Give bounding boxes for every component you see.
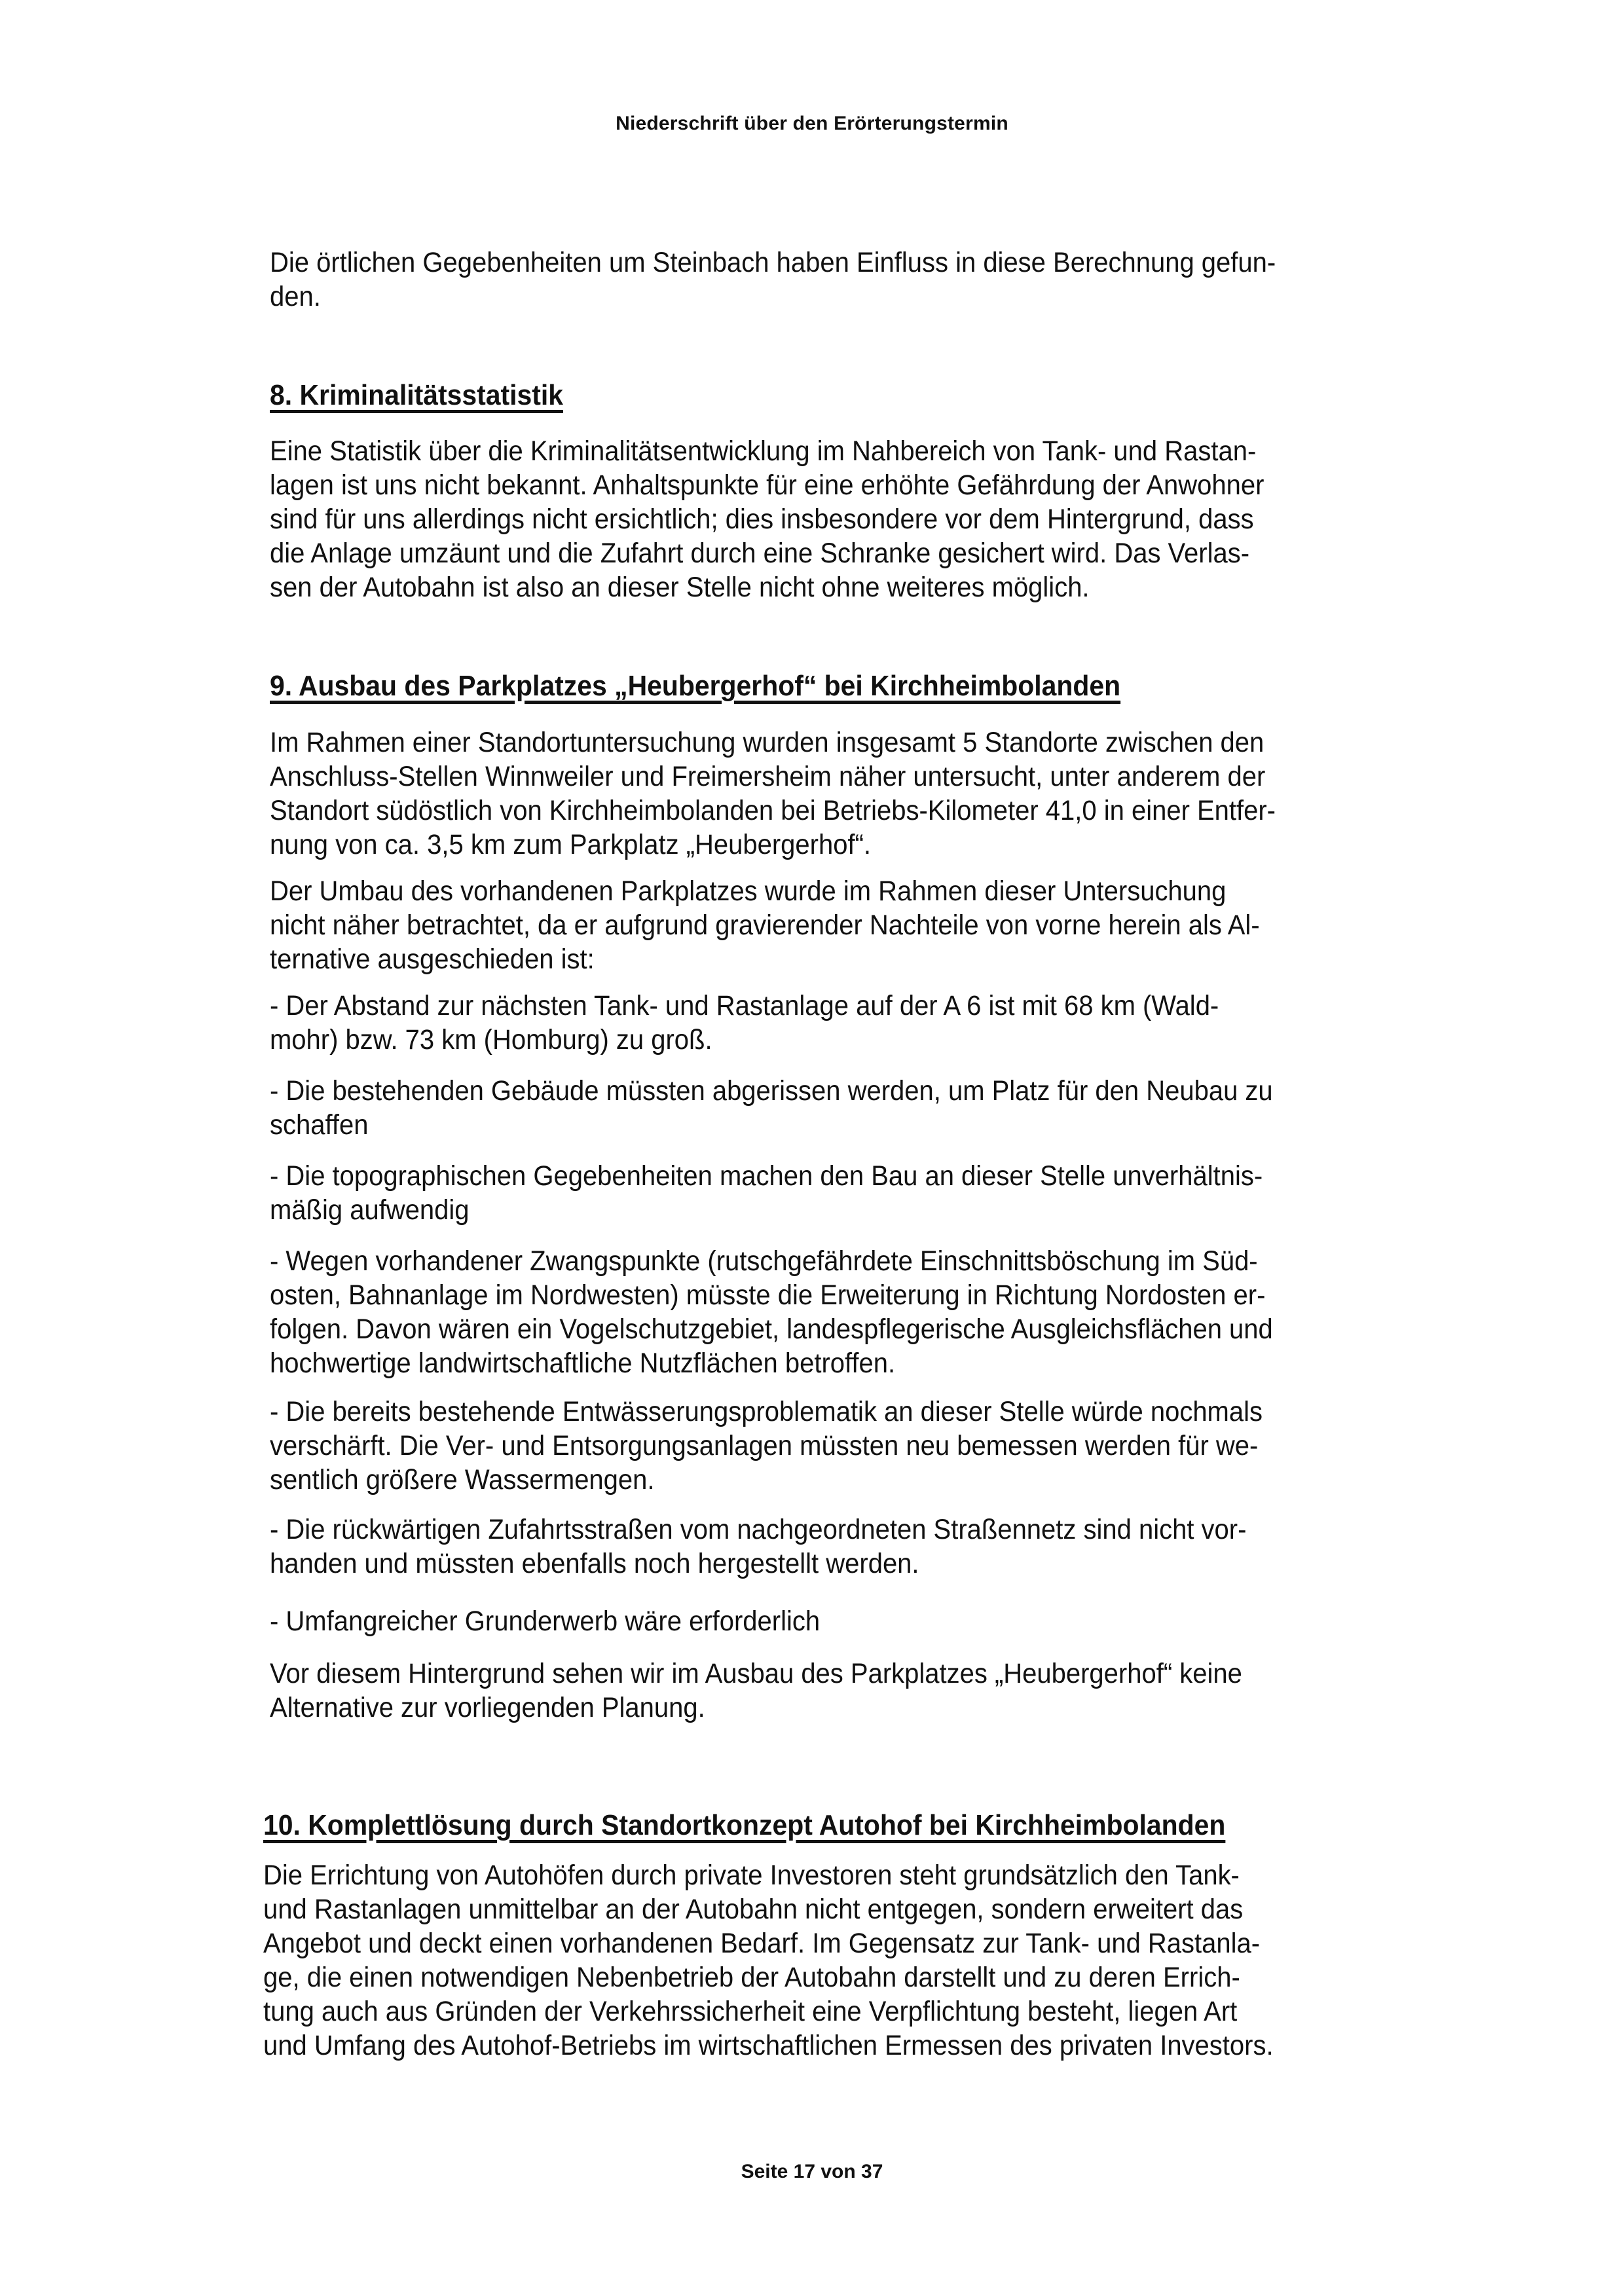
section-heading: 10. Komplettlösung durch Standortkonzept Autohof bei Kirchheimbolanden — [263, 1809, 1226, 1841]
text-line: - Die topographischen Gegebenheiten machen den Bau an dieser Stelle unverhältnis- — [270, 1160, 1263, 1192]
text-line: ternative ausgeschieden ist: — [270, 944, 595, 975]
text-line: handen und müssten ebenfalls noch hergestellt werden. — [270, 1548, 919, 1579]
bullet-item — [270, 1244, 1427, 1380]
bullet-item — [270, 1395, 1427, 1497]
text-line: folgen. Davon wären ein Vogelschutzgebiet, landespflegerische Ausgleichsflächen und — [270, 1313, 1273, 1345]
section-9-paragraph-2 — [270, 874, 1427, 976]
bullet-item — [270, 1513, 1427, 1581]
text-line: Vor diesem Hintergrund sehen wir im Ausbau des Parkplatzes „Heubergerhof“ keine — [270, 1658, 1242, 1689]
section-8-paragraph — [270, 434, 1427, 604]
text-line: Die Errichtung von Autohöfen durch private Investoren steht grundsätzlich den Tank- — [263, 1860, 1240, 1891]
bullet-item — [270, 1159, 1427, 1227]
text-line: lagen ist uns nicht bekannt. Anhaltspunkte für eine erhöhte Gefährdung der Anwohner — [270, 469, 1264, 501]
text-line: Eine Statistik über die Kriminalitätsentwicklung im Nahbereich von Tank- und Rastan- — [270, 435, 1257, 467]
text-line: sind für uns allerdings nicht ersichtlich; dies insbesondere vor dem Hintergrund, dass — [270, 504, 1254, 535]
section-10-paragraph — [263, 1858, 1420, 2063]
text-line: hochwertige landwirtschaftliche Nutzflächen betroffen. — [270, 1348, 896, 1379]
page-header: Niederschrift über den Erörterungstermin — [616, 113, 1008, 134]
text-line: - Die bestehenden Gebäude müssten abgerissen werden, um Platz für den Neubau zu — [270, 1075, 1273, 1107]
text-line: osten, Bahnanlage im Nordwesten) müsste die Erweiterung in Richtung Nordosten er- — [270, 1279, 1266, 1311]
text-line: sen der Autobahn ist also an dieser Stelle nicht ohne weiteres möglich. — [270, 572, 1090, 603]
page-number: Seite 17 von 37 — [741, 2161, 883, 2182]
text-line: Im Rahmen einer Standortuntersuchung wurden insgesamt 5 Standorte zwischen den — [270, 727, 1264, 758]
text-line: - Der Abstand zur nächsten Tank- und Rastanlage auf der A 6 ist mit 68 km (Wald- — [270, 990, 1219, 1021]
section-10 — [263, 1808, 1420, 1843]
text-line: Der Umbau des vorhandenen Parkplatzes wurde im Rahmen dieser Untersuchung — [270, 875, 1227, 907]
text-line: tung auch aus Gründen der Verkehrssicherheit eine Verpflichtung besteht, liegen Art — [263, 1996, 1238, 2027]
text-line: nung von ca. 3,5 km zum Parkplatz „Heubergerhof“. — [270, 829, 871, 860]
text-line: den. — [270, 281, 321, 312]
text-line: sentlich größere Wassermengen. — [270, 1464, 655, 1496]
text-line: - Umfangreicher Grunderwerb wäre erforderlich — [270, 1606, 821, 1637]
section-8 — [270, 378, 1427, 413]
text-line: die Anlage umzäunt und die Zufahrt durch eine Schranke gesichert wird. Das Verlas- — [270, 538, 1250, 569]
bullet-item — [270, 1074, 1427, 1142]
text-line: und Umfang des Autohof-Betriebs im wirtschaftlichen Ermessen des privaten Investors. — [263, 2030, 1274, 2061]
text-line: schaffen — [270, 1109, 369, 1141]
text-line: - Die bereits bestehende Entwässerungsproblematik an dieser Stelle würde nochmals — [270, 1396, 1263, 1427]
text-line: mäßig aufwendig — [270, 1194, 470, 1226]
section-heading: 9. Ausbau des Parkplatzes „Heubergerhof“ bei Kirchheimbolanden — [270, 670, 1121, 702]
intro-paragraph — [270, 246, 1427, 314]
text-line: Anschluss-Stellen Winnweiler und Freimersheim näher untersucht, unter anderem der — [270, 761, 1266, 792]
text-line: Die örtlichen Gegebenheiten um Steinbach haben Einfluss in diese Berechnung gefun- — [270, 247, 1276, 278]
section-9-paragraph-1 — [270, 725, 1427, 862]
text-line: und Rastanlagen unmittelbar an der Autobahn nicht entgegen, sondern erweitert das — [263, 1894, 1244, 1925]
text-line: ge, die einen notwendigen Nebenbetrieb der Autobahn darstellt und zu deren Errich- — [263, 1962, 1240, 1993]
bullet-item — [270, 989, 1427, 1057]
text-line: verschärft. Die Ver- und Entsorgungsanlagen müssten neu bemessen werden für we- — [270, 1430, 1259, 1461]
text-line: mohr) bzw. 73 km (Homburg) zu groß. — [270, 1024, 712, 1056]
section-9-conclusion — [270, 1657, 1427, 1725]
bullet-item — [270, 1604, 1427, 1638]
text-line: Standort südöstlich von Kirchheimbolanden bei Betriebs-Kilometer 41,0 in einer Entfer- — [270, 795, 1276, 826]
text-line: nicht näher betrachtet, da er aufgrund gravierender Nachteile von vorne herein als Al- — [270, 909, 1260, 941]
text-line: - Die rückwärtigen Zufahrtsstraßen vom nachgeordneten Straßennetz sind nicht vor- — [270, 1514, 1247, 1545]
text-line: Alternative zur vorliegenden Planung. — [270, 1692, 705, 1723]
section-9 — [270, 669, 1427, 703]
section-heading: 8. Kriminalitätsstatistik — [270, 379, 564, 411]
text-line: Angebot und deckt einen vorhandenen Bedarf. Im Gegensatz zur Tank- und Rastanla- — [263, 1928, 1261, 1959]
text-line: - Wegen vorhandener Zwangspunkte (rutschgefährdete Einschnittsböschung im Süd- — [270, 1245, 1258, 1277]
